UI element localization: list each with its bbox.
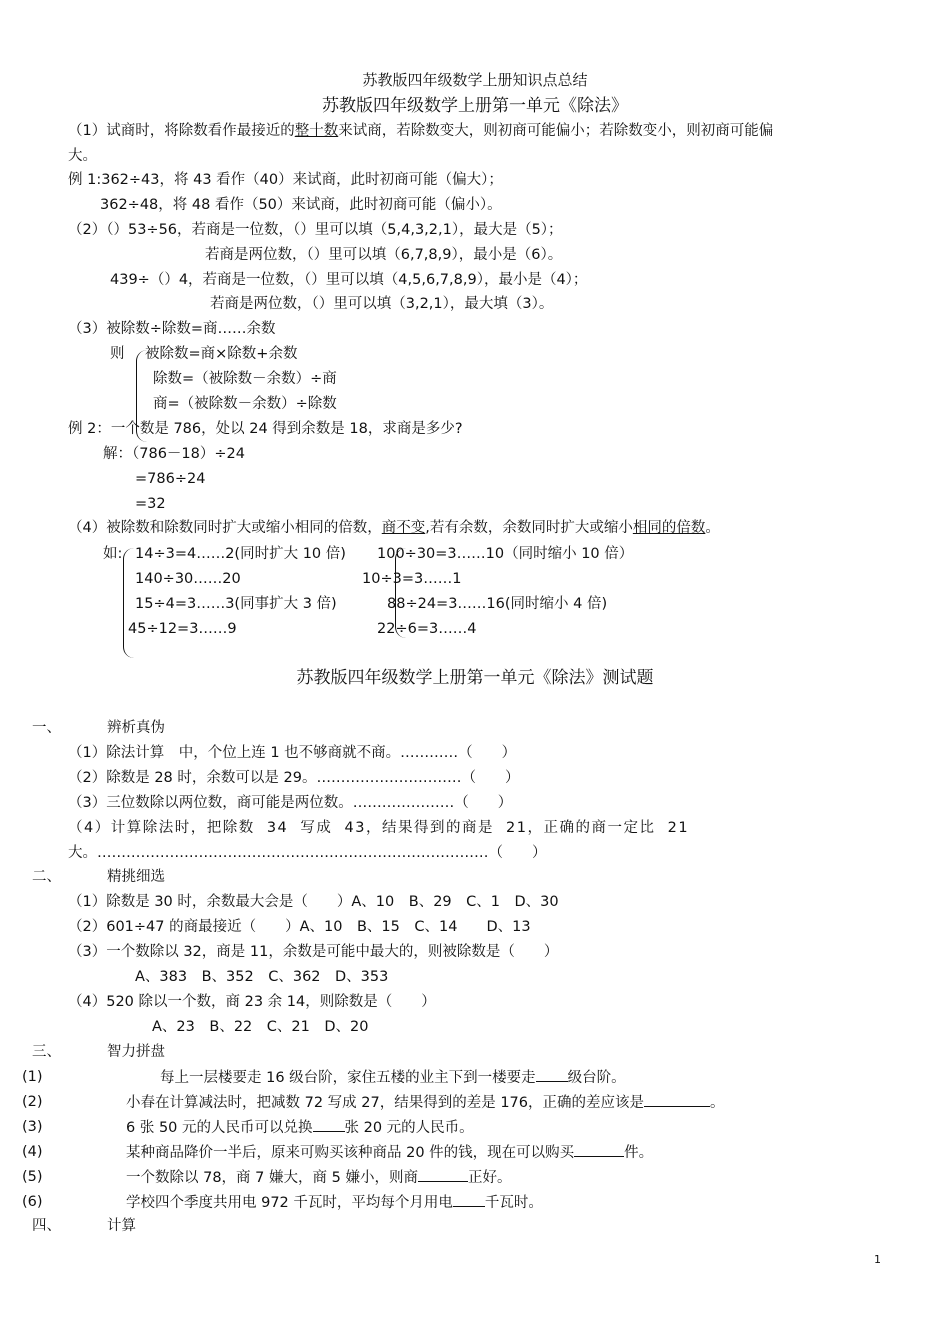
keyword-quotient-unchanged: 商不变	[381, 520, 426, 536]
mc-question-2: （2）601÷47 的商最接近（ ）A、10 B、15 C、14 D、13	[68, 919, 531, 935]
point-2-d: 若商是两位数，（）里可以填（3,2,1），最大填（3）。	[210, 296, 554, 312]
fill-question-6: 学校四个季度共用电 972 千瓦时，平均每个月用电 千瓦时。	[126, 1192, 543, 1213]
example-left-1: 14÷3=4……2(同时扩大 10 倍)	[135, 546, 346, 562]
example-right-4: 22÷6=3……4	[377, 621, 477, 637]
test-title: 苏教版四年级数学上册第一单元《除法》测试题	[296, 668, 654, 688]
mc-question-3: （3）一个数除以 32，商是 11，余数是可能中最大的，则被除数是（ ）	[68, 944, 559, 960]
document-title: 苏教版四年级数学上册知识点总结	[362, 71, 588, 89]
fill-question-1-number: (1)	[22, 1069, 43, 1085]
tf-question-1: （1）除法计算 中，个位上连 1 也不够商就不商。…………（ ）	[68, 745, 517, 761]
fill-question-4: 某种商品降价一半后，原来可购买该种商品 20 件的钱，现在可以购买 件。	[126, 1142, 653, 1163]
solution-line-3: =32	[135, 496, 166, 512]
section-1-title: 辨析真伪	[107, 720, 165, 736]
answer-blank[interactable]	[644, 1092, 710, 1107]
point-2-b: 若商是两位数，（）里可以填（6,7,8,9），最小是（6）。	[205, 247, 563, 263]
example-brace-left	[123, 548, 134, 658]
section-1-number: 一、	[32, 720, 61, 736]
section-2-title: 精挑细选	[107, 869, 165, 885]
formula-dividend: 被除数=商×除数+余数	[145, 346, 298, 362]
point-2-c: 439÷（）4，若商是一位数，（）里可以填（4,5,6,7,8,9），最小是（4）；	[110, 272, 588, 288]
mc-question-4: （4）520 除以一个数，商 23 余 14，则除数是（ ）	[68, 994, 436, 1010]
example-label: 如:	[103, 546, 123, 562]
tf-question-2: （2）除数是 28 时，余数可以是 29。…………………………（ ）	[68, 770, 520, 786]
answer-blank[interactable]	[453, 1192, 485, 1207]
answer-blank[interactable]	[574, 1142, 624, 1157]
example-1-a: 例 1:362÷43，将 43 看作（40）来试商，此时初商可能（偏大）；	[68, 172, 503, 188]
section-2-number: 二、	[32, 869, 61, 885]
fill-question-6-number: (6)	[22, 1194, 43, 1210]
solution-line-2: =786÷24	[135, 471, 206, 487]
fill-question-2: 小春在计算减法时，把减数 72 写成 27，结果得到的差是 176，正确的差应该是 。	[126, 1092, 725, 1113]
section-4-number: 四、	[32, 1218, 61, 1234]
answer-blank[interactable]	[313, 1117, 345, 1132]
unit-title: 苏教版四年级数学上册第一单元《除法》	[322, 96, 628, 116]
example-left-4: 45÷12=3……9	[128, 621, 237, 637]
example-right-1: 100÷30=3……10（同时缩小 10 倍）	[377, 546, 634, 562]
answer-blank[interactable]	[418, 1167, 468, 1182]
example-2: 例 2：一个数是 786，处以 24 得到余数是 18，求商是多少?	[68, 421, 463, 437]
example-right-3: 88÷24=3……16(同时缩小 4 倍)	[387, 596, 608, 612]
fill-question-2-number: (2)	[22, 1094, 43, 1110]
fill-question-5: 一个数除以 78，商 7 嫌大，商 5 嫌小，则商 正好。	[126, 1167, 511, 1188]
section-3-title: 智力拼盘	[107, 1044, 165, 1060]
mc-question-1: （1）除数是 30 时，余数最大会是（ ）A、10 B、29 C、1 D、30	[68, 894, 559, 910]
formula-quotient: 商=（被除数－余数）÷除数	[153, 396, 337, 412]
fill-question-5-number: (5)	[22, 1169, 43, 1185]
section-3-number: 三、	[32, 1044, 61, 1060]
example-left-3: 15÷4=3……3(同事扩大 3 倍)	[135, 596, 337, 612]
keyword-same-multiple: 相同的倍数	[632, 520, 706, 536]
formula-divisor: 除数=（被除数－余数）÷商	[153, 371, 337, 387]
mc-question-4-options: A、23 B、22 C、21 D、20	[152, 1019, 369, 1035]
point-1: （1）试商时，将除数看作最接近的整十数来试商，若除数变大，则初商可能偏小；若除数变小，则初商可能偏	[68, 123, 774, 139]
solution-line-1: 解：（786－18）÷24	[103, 446, 245, 462]
fill-question-3: 6 张 50 元的人民币可以兑换 张 20 元的人民币。	[126, 1117, 474, 1138]
example-left-2: 140÷30……20	[135, 571, 241, 587]
tf-question-3: （3）三位数除以两位数，商可能是两位数。…………………（ ）	[68, 795, 513, 811]
point-1-cont: 大。	[68, 148, 97, 164]
point-4: （4）被除数和除数同时扩大或缩小相同的倍数，商不变,若有余数，余数同时扩大或缩小相同的倍数。	[68, 520, 720, 536]
tf-question-4-cont: 大。………………………………………………………………………（ ）	[68, 845, 547, 861]
answer-blank[interactable]	[536, 1067, 568, 1082]
fill-question-4-number: (4)	[22, 1144, 43, 1160]
example-right-2: 10÷3=3……1	[362, 571, 462, 587]
mc-question-3-options: A、383 B、352 C、362 D、353	[135, 969, 389, 985]
point-3-then: 则	[110, 346, 125, 362]
tf-question-4: （4）计算除法时，把除数 34 写成 43，结果得到的商是 21，正确的商一定比 21	[68, 820, 690, 836]
fill-question-3-number: (3)	[22, 1119, 43, 1135]
section-4-title: 计算	[107, 1218, 136, 1234]
page-number: 1	[874, 1253, 881, 1266]
example-1-b: 362÷48，将 48 看作（50）来试商，此时初商可能（偏小）。	[100, 197, 502, 213]
fill-question-1: 每上一层楼要走 16 级台阶，家住五楼的业主下到一楼要走 级台阶。	[160, 1067, 626, 1088]
keyword-whole-ten: 整十数	[294, 123, 339, 139]
point-3: （3）被除数÷除数=商……余数	[68, 321, 276, 337]
point-2-a: （2）（）53÷56，若商是一位数，（）里可以填（5,4,3,2,1），最大是（5）；	[68, 222, 563, 238]
